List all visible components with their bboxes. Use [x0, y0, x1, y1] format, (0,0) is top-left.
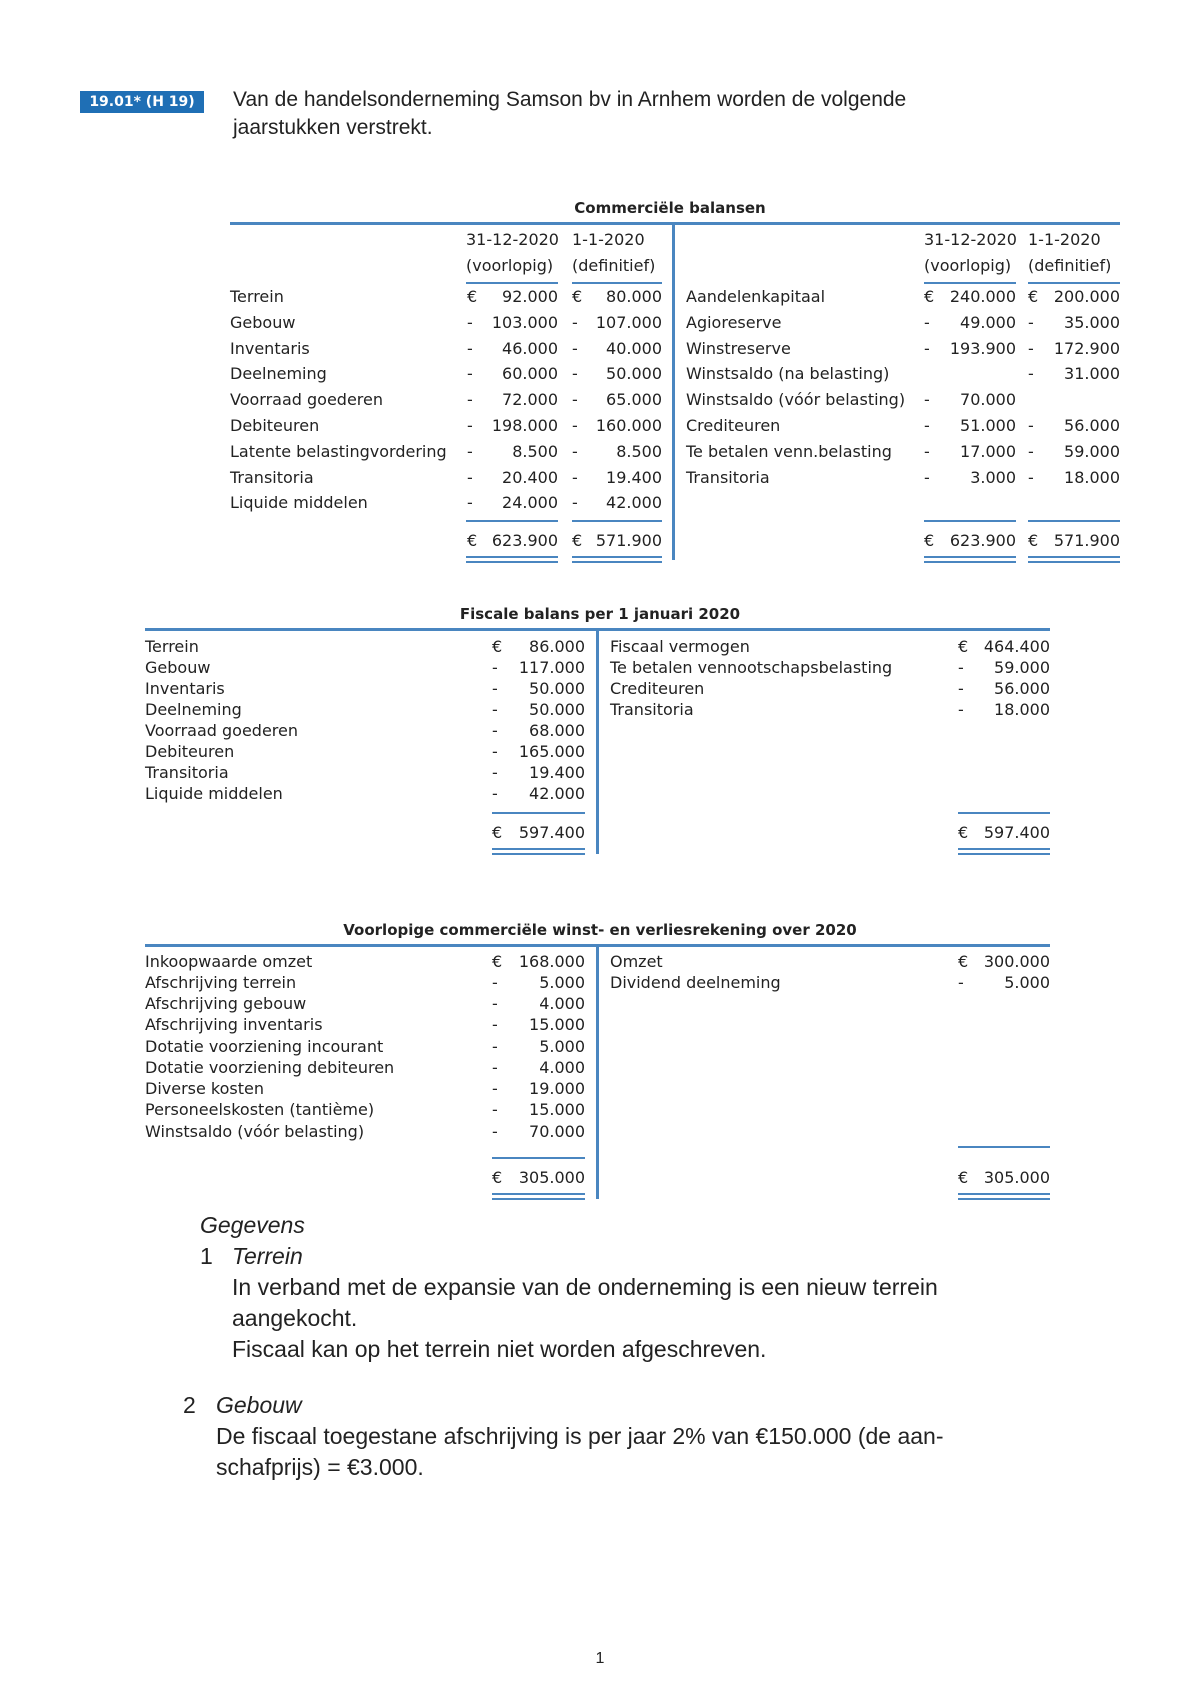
item-paragraph: aangekocht.: [232, 1305, 358, 1331]
item-title: Gebouw: [216, 1392, 302, 1418]
comm-total-r2: 571.900: [1053, 531, 1120, 550]
comm-top-rule: [230, 222, 1120, 225]
comm-hdr-l2b: (definitief): [572, 256, 656, 275]
gegevens-heading: Gegevens: [200, 1212, 305, 1238]
exercise-badge: 19.01* (H 19): [80, 91, 204, 113]
fisc-total-r: 597.400: [983, 823, 1050, 842]
comm-hdr-r1b: (voorlopig): [924, 256, 1012, 275]
wv-total-r: 305.000: [983, 1168, 1050, 1187]
page-number: 1: [595, 1650, 605, 1667]
item-title: Terrein: [232, 1243, 303, 1269]
comm-title: Commerciële balansen: [574, 199, 766, 217]
comm-hdr-r1: 31-12-2020: [924, 230, 1017, 249]
comm-hdr-l1: 31-12-2020: [466, 230, 559, 249]
fisc-total-l: 597.400: [518, 823, 585, 842]
fisc-divider: [596, 628, 599, 854]
item-paragraph: In verband met de expansie van de onderneming is een nieuw terrein: [232, 1274, 938, 1300]
comm-total-l1: 623.900: [491, 531, 558, 550]
comm-hdr-l2: 1-1-2020: [572, 230, 645, 249]
intro-text: Van de handelsonderneming Samson bv in Arnhem worden de volgende jaarstukken verstrekt.: [233, 88, 907, 139]
item-paragraph: schafprijs) = €3.000.: [216, 1454, 424, 1480]
comm-hdr-l1b: (voorlopig): [466, 256, 554, 275]
item-paragraph: Fiscaal kan op het terrein niet worden afgeschreven.: [232, 1336, 767, 1362]
fisc-title: Fiscale balans per 1 januari 2020: [459, 605, 741, 623]
wv-divider: [596, 944, 599, 1199]
comm-hdr-r2: 1-1-2020: [1028, 230, 1101, 249]
wv-title: Voorlopige commerciële winst- en verliesrekening over 2020: [343, 921, 857, 939]
comm-total-l2: 571.900: [595, 531, 662, 550]
item-number: 2: [183, 1392, 196, 1418]
comm-divider: [672, 222, 675, 560]
item-number: 1: [200, 1243, 213, 1269]
comm-total-r1: 623.900: [949, 531, 1016, 550]
comm-hdr-r2b: (definitief): [1028, 256, 1112, 275]
item-paragraph: De fiscaal toegestane afschrijving is per jaar 2% van €150.000 (de aan-: [216, 1423, 944, 1449]
wv-total-l: 305.000: [518, 1168, 585, 1187]
